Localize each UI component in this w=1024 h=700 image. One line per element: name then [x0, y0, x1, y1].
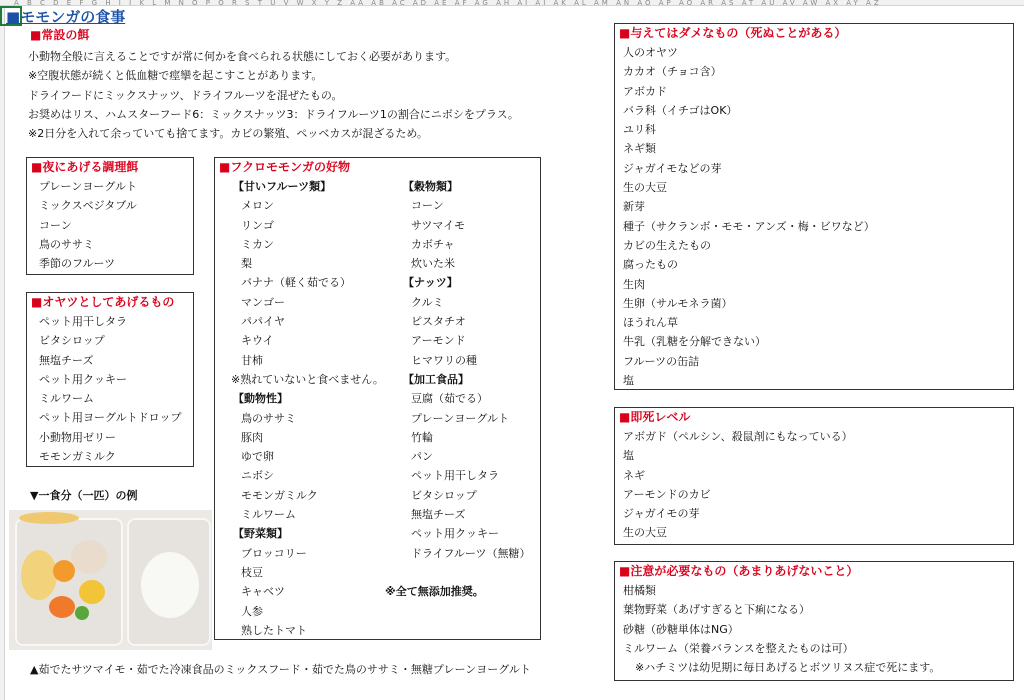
favorite-item: 熟したトマト [241, 623, 307, 637]
instant-death-item: アーモンドのカビ [623, 487, 711, 501]
carrot-blob-2 [49, 596, 75, 618]
favorite-item: バナナ（軽く茹でる） [241, 276, 351, 290]
favorite-item: クルミ [411, 295, 444, 309]
forbidden-food-item: 種子（サクランボ・モモ・アンズ・梅・ビワなど） [623, 219, 875, 233]
title-marker: ■ [6, 8, 21, 26]
night-food-item: 季節のフルーツ [39, 257, 116, 271]
instant-death-list [615, 427, 1013, 543]
night-food-heading: ■夜にあげる調理餌 [31, 160, 139, 174]
stationary-food-line: ※2日分を入れて余っていても捨てます。カビの繁殖、ペッベカスが混ざるため。 [28, 127, 428, 141]
forbidden-food-item: 生肉 [623, 277, 645, 291]
forbidden-food-item: ジャガイモなどの芽 [623, 161, 722, 175]
forbidden-food-item: カビの生えたもの [623, 238, 711, 252]
favorite-item: パン [411, 450, 433, 464]
caution-heading: ■注意が必要なもの（あまりあげないこと） [619, 564, 859, 578]
instant-death-heading: ■即死レベル [619, 410, 691, 424]
night-food-item: 鳥のササミ [39, 237, 94, 251]
favorite-item: マンゴー [241, 295, 285, 309]
favorite-item: 鳥のササミ [241, 411, 296, 425]
favorite-item: ペット用干しタラ [411, 469, 499, 483]
forbidden-food-item: ネギ類 [623, 142, 656, 156]
favorite-item: アーモンド [411, 334, 466, 348]
stationary-food-line: ※空腹状態が続くと低血糖で痙攣を起こすことがあります。 [28, 69, 323, 83]
forbidden-food-list [615, 43, 1013, 390]
instant-death-item: アボガド（ペルシン、殺鼠剤にもなっている） [623, 430, 853, 443]
row-header-bar [0, 6, 5, 700]
snack-item: ミルワーム [39, 392, 94, 406]
favorite-item: ドライフルーツ（無糖） [411, 546, 531, 560]
snack-item: ビタシロップ [39, 334, 105, 348]
favorite-item: リンゴ [241, 218, 274, 232]
sweet-potato-blob [21, 550, 57, 600]
forbidden-food-item: 生卵（サルモネラ菌） [623, 296, 733, 310]
favorite-item: ゆで卵 [241, 450, 274, 464]
night-food-item: ミックスベジタブル [39, 199, 137, 213]
snack-item: ペット用干しタラ [39, 315, 127, 328]
stationary-food-line: お奨めはリス、ハムスターフード6：ミックスナッツ3：ドライフルーツ1の割合にニボシをプラス。 [28, 107, 519, 121]
night-food-list [27, 177, 193, 273]
forbidden-food-box [614, 23, 1014, 390]
page-title [6, 6, 125, 27]
instant-death-box [614, 407, 1014, 545]
night-food-item: コーン [39, 218, 72, 232]
night-food-item: プレーンヨーグルト [39, 180, 138, 193]
instant-death-item: ジャガイモの芽 [623, 507, 700, 521]
caution-list [615, 581, 1013, 658]
favorite-item: ブロッコリー [241, 546, 307, 560]
favorite-item: 豚肉 [241, 430, 263, 444]
snack-box [26, 292, 194, 467]
snack-item: ペット用ヨーグルトドロップ [39, 411, 182, 425]
column-header-bar [0, 0, 1024, 6]
favorite-item: キウイ [241, 334, 274, 348]
food-top-blob [19, 512, 79, 524]
forbidden-food-item: アボカド [623, 84, 667, 98]
forbidden-food-item: 人のオヤツ [623, 46, 678, 59]
caution-item: 柑橘類 [623, 584, 656, 597]
favorite-note: ※熟れていないと食べません。 [231, 372, 384, 386]
favorite-item: モモンガミルク [241, 488, 318, 502]
forbidden-food-item: 新芽 [623, 200, 645, 214]
favorite-category: 【野菜類】 [233, 527, 288, 541]
favorite-item: コーン [411, 199, 444, 213]
meal-example-heading: ▼一食分（一匹）の例 [30, 489, 138, 502]
yogurt-blob [141, 552, 199, 618]
favorite-item: 無塩チーズ [411, 508, 466, 522]
forbidden-food-item: ユリ科 [623, 123, 656, 137]
favorite-item: 炊いた米 [411, 257, 455, 271]
instant-death-item: ネギ [623, 468, 645, 482]
favorites-box [214, 157, 541, 640]
favorite-note [401, 563, 530, 582]
favorites-left-column [231, 177, 384, 640]
favorite-item: ミルワーム [241, 508, 296, 522]
forbidden-food-heading: ■与えてはダメなもの（死ぬことがある） [619, 26, 847, 40]
favorite-item: 豆腐（茹でる） [411, 392, 488, 406]
favorite-category: 【動物性】 [233, 392, 288, 406]
forbidden-food-item: 牛乳（乳糖を分解できない） [623, 335, 766, 349]
forbidden-food-item: 塩 [623, 374, 634, 388]
forbidden-food-item: 腐ったもの [623, 258, 678, 272]
favorites-heading: ■フクロモモンガの好物 [219, 160, 350, 174]
stationary-food-line: 小動物全般に言えることですが常に何かを食べられる状態にしておく必要があります。 [28, 50, 457, 63]
night-food-box [26, 157, 194, 275]
snack-item: モモンガミルク [39, 450, 116, 464]
forbidden-food-item: ほうれん草 [623, 316, 678, 330]
favorite-item: 竹輪 [411, 430, 433, 444]
favorite-category: 【ナッツ】 [403, 276, 458, 290]
snack-heading: ■オヤツとしてあげるもの [31, 295, 175, 309]
favorite-item: ペット用クッキー [411, 527, 499, 541]
favorite-item: 枝豆 [241, 565, 263, 579]
column-letters: A B C D E F G H I J K L M N O P Q R S T U V W X Y Z AA AB AC AD AE AF AG AH AI AJ AK AL AM AN AO AP AQ AR AS AT AU AV AW AX AY AZ [14, 0, 882, 6]
page-title-text: モモンガの食事 [20, 8, 126, 26]
chicken-blob [71, 540, 107, 574]
stationary-food-lines [22, 47, 602, 143]
favorites-right-column [385, 177, 531, 602]
stationary-food-section [22, 26, 602, 143]
favorite-item: プレーンヨーグルト [411, 411, 510, 425]
snack-item: 無塩チーズ [39, 353, 94, 367]
stationary-food-heading: ■常設の餌 [30, 28, 90, 42]
snack-list [27, 312, 193, 466]
favorite-category: 【穀物類】 [403, 180, 458, 193]
pea-blob [75, 606, 89, 620]
favorite-category: 【加工食品】 [403, 372, 469, 386]
caution-item: ミルワーム（栄養バランスを整えたものは可） [623, 641, 854, 655]
forbidden-food-item: フルーツの缶詰 [623, 354, 700, 368]
favorite-note: ※全て無添加推奨。 [385, 585, 484, 599]
favorite-item: ニボシ [241, 469, 274, 483]
favorite-item: 梨 [241, 257, 252, 271]
favorite-item: サツマイモ [411, 218, 466, 232]
favorite-category: 【甘いフルーツ類】 [233, 180, 332, 193]
instant-death-item: 生の大豆 [623, 526, 667, 540]
caution-note: ※ハチミツは幼児期に毎日あげるとボツリヌス症で死にます。 [635, 661, 941, 675]
favorite-item: キャベツ [241, 585, 285, 599]
forbidden-food-item: バラ科（イチゴはOK） [623, 103, 738, 117]
meal-photo-caption: ▲茹でたサツマイモ・茹でた冷凍食品のミックスフード・茹でた鳥のササミ・無糖プレーンヨーグルト [30, 663, 531, 676]
meal-photo [9, 510, 212, 650]
favorite-item: 人参 [241, 604, 263, 618]
instant-death-item: 塩 [623, 449, 634, 463]
caution-item: 砂糖（砂糖単体はNG） [623, 622, 739, 636]
favorite-item: 甘柿 [241, 353, 263, 367]
favorite-item: ビタシロップ [411, 488, 477, 502]
snack-item: 小動物用ゼリー [39, 430, 116, 444]
favorite-item: カボチャ [411, 237, 455, 251]
forbidden-food-item: 生の大豆 [623, 181, 667, 195]
snack-item: ペット用クッキー [39, 372, 127, 386]
forbidden-food-item: カカオ（チョコ含） [623, 65, 722, 79]
corn-blob [79, 580, 105, 604]
caution-box [614, 561, 1014, 681]
stationary-food-line: ドライフードにミックスナッツ、ドライフルーツを混ぜたもの。 [28, 88, 343, 102]
favorite-item: メロン [241, 199, 274, 213]
favorite-item: ピスタチオ [411, 315, 466, 329]
favorite-item: パパイヤ [241, 315, 285, 329]
favorite-item: ヒマワリの種 [411, 353, 477, 367]
favorite-item: ミカン [241, 237, 274, 251]
caution-item: 葉物野菜（あげすぎると下痢になる） [623, 603, 810, 617]
